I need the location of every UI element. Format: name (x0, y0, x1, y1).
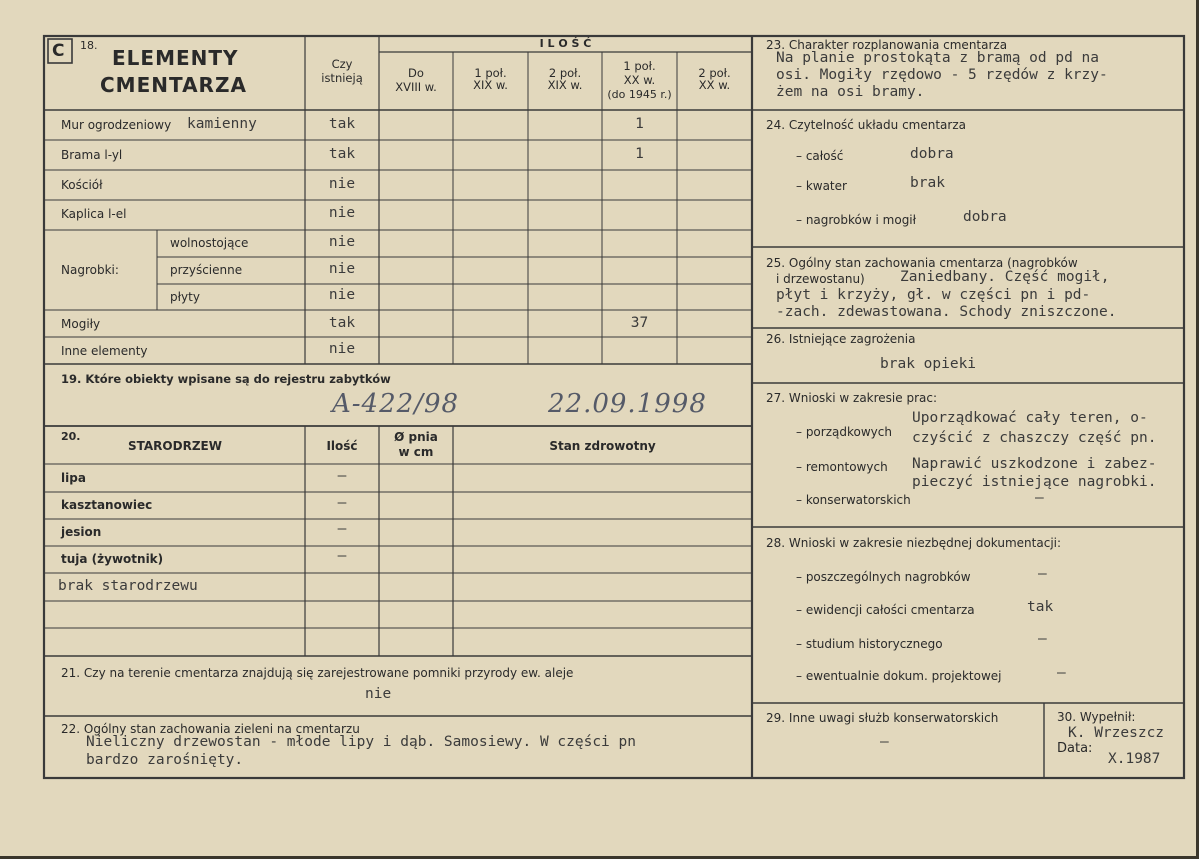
col-stan: Stan zdrowotny (549, 439, 656, 453)
row-plyty-label: płyty (170, 290, 200, 304)
section-25-line2: płyt i krzyży, gł. w części pn i pd- (776, 287, 1091, 303)
row-inne-exists: nie (328, 341, 356, 357)
section-22-label: 22. Ogólny stan zachowania zieleni na cmentarzu (61, 722, 360, 736)
date-label: Data: (1057, 741, 1093, 756)
section-21-label: 21. Czy na terenie cmentarza znajdują się zarejestrowane pomniki przyrody ew. aleje (61, 666, 574, 680)
rem-label: – remontowych (796, 460, 888, 474)
section-29-value: – (880, 734, 889, 750)
row-brama-label: Brama l-yl (61, 148, 123, 162)
section-25-label2: i drzewostanu) (776, 272, 865, 286)
nagrobkow-value: dobra (963, 209, 1007, 225)
nagrobki-label: Nagrobki: (61, 263, 119, 277)
doc-projekt-value: – (1057, 665, 1066, 681)
section-23-label: 23. Charakter rozplanowania cmentarza (766, 38, 1008, 52)
section-25-line1: Zaniedbany. Część mogił, (900, 269, 1110, 285)
ilosc-header: I L O Ś Ć (539, 37, 592, 50)
col-pnia-l2: w cm (398, 445, 434, 459)
row-mogily-exists: tak (328, 315, 356, 331)
period-4-l1: 1 poł. (623, 59, 656, 73)
rem-line2: pieczyć istniejące nagrobki. (912, 474, 1157, 490)
section-18-number: 18. (80, 39, 98, 52)
period-3-l2: XIX w. (547, 78, 583, 92)
date-value: X.1987 (1108, 751, 1161, 767)
porz-line1: Uporządkować cały teren, o- (912, 410, 1148, 426)
tree-tuja-count: – (337, 548, 347, 564)
section-25-label1: 25. Ogólny stan zachowania cmentarza (nagrobków (766, 256, 1078, 270)
rem-line1: Naprawić uszkodzone i zabez- (912, 456, 1157, 472)
kons-value: – (1035, 490, 1044, 506)
col-ilosc: Ilość (326, 439, 358, 453)
section-21-value: nie (365, 686, 392, 702)
row-mur-exists: tak (328, 116, 356, 132)
row-inne-label: Inne elementy (61, 344, 148, 358)
title-line1: ELEMENTY (112, 46, 239, 70)
row-mogily-label: Mogiły (61, 317, 101, 331)
title-line2: CMENTARZA (100, 73, 247, 97)
section-24-label: 24. Czytelność układu cmentarza (766, 118, 966, 132)
row-brama-exists: tak (328, 146, 356, 162)
section-19-label: 19. Które obiekty wpisane są do rejestru zabytków (61, 372, 391, 386)
calosc-label: – całość (796, 149, 844, 163)
period-1-l2: XVIII w. (395, 80, 437, 94)
section-28-label: 28. Wnioski w zakresie niezbędnej dokumentacji: (766, 536, 1062, 550)
period-5-l1: 2 poł. (698, 66, 731, 80)
section-20-number: 20. (61, 430, 81, 443)
row-plyty-exists: nie (328, 287, 356, 303)
period-3-l1: 2 poł. (548, 66, 582, 80)
period-2-l1: 1 poł. (474, 66, 507, 80)
row-mogily-count: 37 (630, 315, 649, 331)
row-mur-label: Mur ogrodzeniowy (61, 118, 172, 132)
section-26-label: 26. Istniejące zagrożenia (766, 332, 916, 346)
doc-ewidencji-value: tak (1027, 599, 1054, 615)
section-23-line1: Na planie prostokąta z bramą od pd na (776, 50, 1100, 66)
section-23-line3: żem na osi bramy. (776, 84, 925, 100)
doc-ewidencji-label: – ewidencji całości cmentarza (796, 603, 975, 617)
section-30-label: 30. Wypełnił: (1057, 710, 1136, 724)
starodrzew-title: STARODRZEW (128, 439, 222, 453)
tree-lipa: lipa (61, 471, 86, 485)
row-wolnostojace-label: wolnostojące (170, 236, 249, 250)
doc-nagrobkow-value: – (1038, 566, 1047, 582)
doc-studium-label: – studium historycznego (796, 637, 943, 651)
section-27-label: 27. Wnioski w zakresie prac: (766, 391, 938, 405)
czy-label-1: Czy (331, 57, 353, 71)
row-mur-extra: kamienny (187, 116, 257, 132)
section-23-line2: osi. Mogiły rzędowo - 5 rzędów z krzy- (776, 67, 1108, 83)
section-22-line2: bardzo zarośnięty. (86, 752, 244, 768)
row-przyscienne-label: przyścienne (170, 263, 243, 277)
period-2-l2: XIX w. (473, 78, 508, 92)
porz-label: – porządkowych (796, 425, 892, 439)
tree-jesion: jesion (61, 525, 102, 539)
row-kosciol-label: Kościół (61, 178, 103, 192)
filled-by-name: K. Wrzeszcz (1068, 725, 1165, 741)
row-mur-count: 1 (635, 116, 644, 132)
row-przyscienne-exists: nie (328, 261, 356, 277)
period-4-l3: (do 1945 r.) (607, 88, 672, 101)
row-wolnostojace-exists: nie (328, 234, 356, 250)
tree-kasztanowiec: kasztanowiec (61, 498, 153, 512)
tree-kasztanowiec-count: – (337, 495, 347, 511)
row-kaplica-exists: nie (328, 205, 356, 221)
section-29-label: 29. Inne uwagi służb konserwatorskich (766, 711, 999, 725)
kwater-label: – kwater (796, 179, 847, 193)
period-4-l2: XX w. (623, 73, 656, 87)
tree-jesion-count: – (337, 521, 347, 537)
doc-projekt-label: – ewentualnie dokum. projektowej (796, 669, 1002, 683)
section-letter: C (52, 41, 65, 61)
section-25-line3: -zach. zdewastowana. Schody zniszczone. (776, 304, 1117, 320)
doc-studium-value: – (1038, 631, 1047, 647)
col-pnia-l1: Ø pnia (394, 430, 438, 444)
row-kaplica-label: Kaplica l-el (61, 207, 127, 221)
register-number: A-422/98 (332, 389, 460, 419)
tree-tuja: tuja (żywotnik) (61, 552, 164, 566)
section-26-value: brak opieki (880, 356, 977, 372)
row-brama-count: 1 (635, 146, 644, 162)
nagrobkow-label: – nagrobków i mogił (796, 213, 917, 227)
section-22-line1: Nieliczny drzewostan - młode lipy i dąb. Samosiewy. W części pn (86, 734, 636, 750)
period-1-l1: Do (408, 66, 424, 80)
doc-nagrobkow-label: – poszczególnych nagrobków (796, 570, 971, 584)
calosc-value: dobra (910, 146, 954, 162)
register-date: 22.09.1998 (548, 389, 707, 419)
porz-line2: czyścić z chaszczy część pn. (912, 430, 1157, 446)
kons-label: – konserwatorskich (796, 493, 911, 507)
kwater-value: brak (910, 175, 945, 191)
tree-lipa-count: – (337, 468, 347, 484)
czy-label-2: istnieją (321, 71, 363, 85)
row-kosciol-exists: nie (328, 176, 356, 192)
starodrzew-note: brak starodrzewu (58, 578, 198, 594)
period-5-l2: XX w. (698, 78, 731, 92)
